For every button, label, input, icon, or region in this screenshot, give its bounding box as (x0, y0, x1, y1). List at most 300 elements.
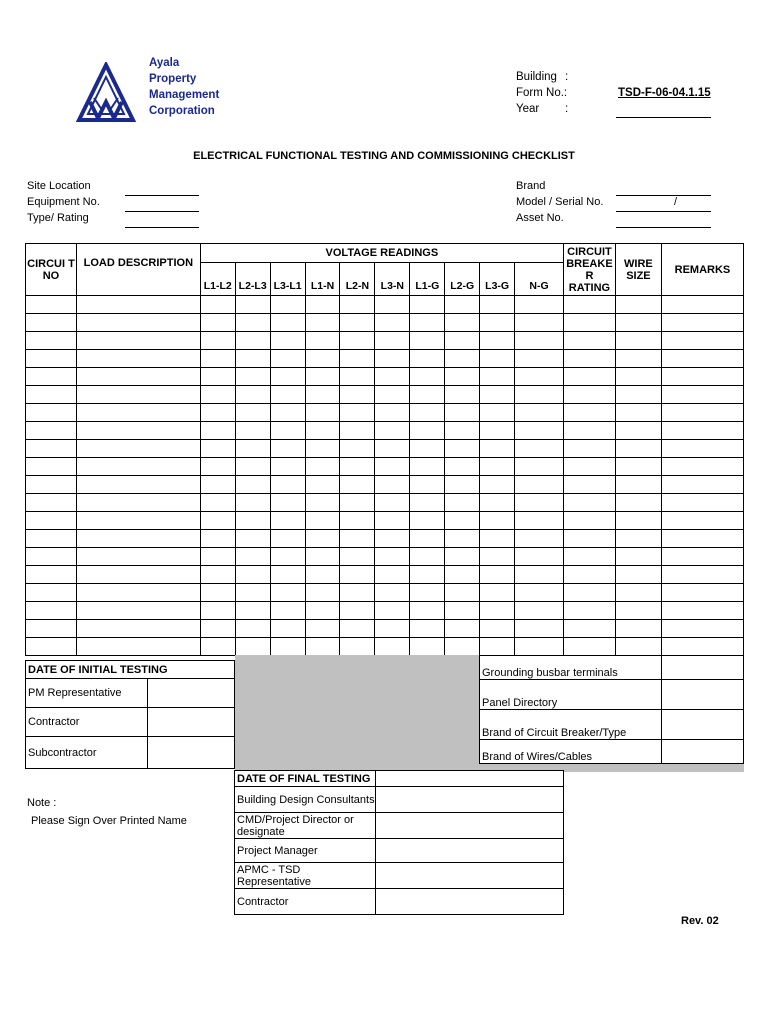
table-cell[interactable] (235, 404, 270, 422)
table-cell[interactable] (661, 458, 743, 476)
table-cell[interactable] (515, 476, 564, 494)
table-cell[interactable] (26, 602, 77, 620)
table-cell[interactable] (445, 314, 480, 332)
table-cell[interactable] (445, 638, 480, 656)
table-cell[interactable] (563, 548, 615, 566)
table-cell[interactable] (340, 638, 375, 656)
table-cell[interactable] (445, 530, 480, 548)
table-cell[interactable] (410, 404, 445, 422)
table-cell[interactable] (305, 494, 340, 512)
table-cell[interactable] (515, 620, 564, 638)
table-cell[interactable] (26, 314, 77, 332)
table-cell[interactable] (515, 548, 564, 566)
table-cell[interactable] (26, 332, 77, 350)
table-cell[interactable] (410, 638, 445, 656)
table-cell[interactable] (76, 368, 200, 386)
table-cell[interactable] (200, 368, 235, 386)
table-cell[interactable] (445, 602, 480, 620)
table-cell[interactable] (615, 620, 661, 638)
table-cell[interactable] (480, 458, 515, 476)
table-cell[interactable] (375, 602, 410, 620)
table-cell[interactable] (480, 620, 515, 638)
table-cell[interactable] (76, 386, 200, 404)
table-cell[interactable] (340, 440, 375, 458)
table-cell[interactable] (235, 350, 270, 368)
table-cell[interactable] (661, 620, 743, 638)
table-cell[interactable] (375, 440, 410, 458)
table-cell[interactable] (270, 368, 305, 386)
table-cell[interactable] (305, 422, 340, 440)
table-cell[interactable] (410, 350, 445, 368)
table-cell[interactable] (200, 404, 235, 422)
table-cell[interactable] (270, 494, 305, 512)
table-cell[interactable] (340, 458, 375, 476)
table-cell[interactable] (445, 620, 480, 638)
table-cell[interactable] (76, 332, 200, 350)
table-cell[interactable] (26, 386, 77, 404)
table-cell[interactable] (615, 440, 661, 458)
table-cell[interactable] (200, 314, 235, 332)
table-cell[interactable] (235, 386, 270, 404)
table-cell[interactable] (661, 530, 743, 548)
table-cell[interactable] (480, 440, 515, 458)
table-cell[interactable] (563, 566, 615, 584)
table-cell[interactable] (200, 296, 235, 314)
table-cell[interactable] (26, 368, 77, 386)
table-cell[interactable] (615, 530, 661, 548)
table-cell[interactable] (270, 440, 305, 458)
table-cell[interactable] (615, 602, 661, 620)
table-cell[interactable] (340, 476, 375, 494)
table-cell[interactable] (515, 422, 564, 440)
table-cell[interactable] (480, 296, 515, 314)
table-cell[interactable] (480, 602, 515, 620)
table-cell[interactable] (76, 314, 200, 332)
table-cell[interactable] (200, 458, 235, 476)
table-cell[interactable] (375, 458, 410, 476)
table-cell[interactable] (410, 296, 445, 314)
table-cell[interactable] (340, 350, 375, 368)
table-cell[interactable] (375, 368, 410, 386)
table-cell[interactable] (76, 584, 200, 602)
table-cell[interactable] (410, 314, 445, 332)
table-cell[interactable] (76, 548, 200, 566)
table-cell[interactable] (375, 512, 410, 530)
table-cell[interactable] (375, 494, 410, 512)
table-cell[interactable] (480, 350, 515, 368)
table-cell[interactable] (375, 584, 410, 602)
table-cell[interactable] (26, 512, 77, 530)
table-cell[interactable] (305, 386, 340, 404)
table-cell[interactable] (445, 350, 480, 368)
table-cell[interactable] (375, 530, 410, 548)
table-cell[interactable] (563, 404, 615, 422)
table-cell[interactable] (200, 422, 235, 440)
table-cell[interactable] (410, 494, 445, 512)
table-cell[interactable] (445, 494, 480, 512)
table-cell[interactable] (615, 476, 661, 494)
table-cell[interactable] (340, 314, 375, 332)
table-cell[interactable] (270, 314, 305, 332)
site-location-field[interactable] (125, 195, 199, 196)
table-cell[interactable] (235, 296, 270, 314)
table-cell[interactable] (563, 494, 615, 512)
table-cell[interactable] (615, 314, 661, 332)
table-cell[interactable] (410, 368, 445, 386)
table-cell[interactable] (445, 368, 480, 386)
table-cell[interactable] (410, 620, 445, 638)
table-cell[interactable] (515, 332, 564, 350)
table-cell[interactable] (563, 440, 615, 458)
table-cell[interactable] (26, 350, 77, 368)
table-cell[interactable] (26, 620, 77, 638)
table-cell[interactable] (305, 332, 340, 350)
project-manager-signature[interactable] (375, 839, 563, 863)
table-cell[interactable] (480, 530, 515, 548)
table-cell[interactable] (615, 296, 661, 314)
table-cell[interactable] (340, 404, 375, 422)
table-cell[interactable] (200, 386, 235, 404)
table-cell[interactable] (515, 638, 564, 656)
table-cell[interactable] (661, 602, 743, 620)
table-cell[interactable] (661, 494, 743, 512)
table-cell[interactable] (410, 422, 445, 440)
table-cell[interactable] (480, 404, 515, 422)
table-cell[interactable] (375, 476, 410, 494)
table-cell[interactable] (340, 566, 375, 584)
table-cell[interactable] (563, 368, 615, 386)
type-rating-field[interactable] (125, 227, 199, 228)
table-cell[interactable] (235, 332, 270, 350)
table-cell[interactable] (26, 548, 77, 566)
table-cell[interactable] (375, 296, 410, 314)
table-cell[interactable] (661, 548, 743, 566)
table-cell[interactable] (270, 476, 305, 494)
table-cell[interactable] (615, 548, 661, 566)
table-cell[interactable] (270, 566, 305, 584)
table-cell[interactable] (445, 386, 480, 404)
table-cell[interactable] (615, 512, 661, 530)
table-cell[interactable] (515, 566, 564, 584)
table-cell[interactable] (410, 440, 445, 458)
table-cell[interactable] (305, 458, 340, 476)
table-cell[interactable] (615, 422, 661, 440)
table-cell[interactable] (515, 602, 564, 620)
table-cell[interactable] (270, 386, 305, 404)
table-cell[interactable] (563, 422, 615, 440)
table-cell[interactable] (615, 404, 661, 422)
table-cell[interactable] (200, 494, 235, 512)
table-cell[interactable] (340, 368, 375, 386)
table-cell[interactable] (235, 422, 270, 440)
table-cell[interactable] (76, 296, 200, 314)
table-cell[interactable] (305, 314, 340, 332)
table-cell[interactable] (563, 476, 615, 494)
table-cell[interactable] (563, 584, 615, 602)
table-cell[interactable] (445, 566, 480, 584)
final-testing-date[interactable] (375, 771, 563, 787)
table-cell[interactable] (235, 494, 270, 512)
table-cell[interactable] (26, 566, 77, 584)
table-cell[interactable] (235, 548, 270, 566)
table-cell[interactable] (563, 332, 615, 350)
table-cell[interactable] (26, 440, 77, 458)
table-cell[interactable] (661, 476, 743, 494)
table-cell[interactable] (76, 602, 200, 620)
breaker-brand-value[interactable] (662, 710, 744, 740)
subcontractor-signature[interactable] (147, 737, 234, 769)
table-cell[interactable] (615, 386, 661, 404)
table-cell[interactable] (270, 332, 305, 350)
table-cell[interactable] (26, 422, 77, 440)
table-cell[interactable] (26, 494, 77, 512)
table-cell[interactable] (340, 584, 375, 602)
table-cell[interactable] (375, 314, 410, 332)
table-cell[interactable] (515, 584, 564, 602)
table-cell[interactable] (26, 404, 77, 422)
table-cell[interactable] (515, 368, 564, 386)
table-cell[interactable] (235, 584, 270, 602)
table-cell[interactable] (515, 296, 564, 314)
table-cell[interactable] (445, 512, 480, 530)
table-cell[interactable] (615, 584, 661, 602)
contractor-signature[interactable] (147, 708, 234, 737)
table-cell[interactable] (445, 404, 480, 422)
table-cell[interactable] (270, 530, 305, 548)
pm-representative-signature[interactable] (147, 679, 234, 708)
table-cell[interactable] (375, 422, 410, 440)
table-cell[interactable] (200, 638, 235, 656)
table-cell[interactable] (340, 422, 375, 440)
table-cell[interactable] (661, 404, 743, 422)
table-cell[interactable] (661, 584, 743, 602)
grounding-busbar-value[interactable] (662, 656, 744, 680)
table-cell[interactable] (615, 350, 661, 368)
table-cell[interactable] (235, 530, 270, 548)
table-cell[interactable] (235, 620, 270, 638)
table-cell[interactable] (615, 458, 661, 476)
table-cell[interactable] (445, 584, 480, 602)
table-cell[interactable] (410, 602, 445, 620)
table-cell[interactable] (661, 296, 743, 314)
table-cell[interactable] (76, 494, 200, 512)
table-cell[interactable] (445, 332, 480, 350)
table-cell[interactable] (26, 530, 77, 548)
table-cell[interactable] (76, 440, 200, 458)
model-serial-field[interactable] (616, 211, 711, 212)
table-cell[interactable] (270, 602, 305, 620)
table-cell[interactable] (410, 566, 445, 584)
table-cell[interactable] (375, 638, 410, 656)
table-cell[interactable] (445, 458, 480, 476)
table-cell[interactable] (410, 530, 445, 548)
table-cell[interactable] (480, 368, 515, 386)
table-cell[interactable] (305, 620, 340, 638)
table-cell[interactable] (375, 332, 410, 350)
table-cell[interactable] (515, 458, 564, 476)
table-cell[interactable] (480, 566, 515, 584)
project-director-signature[interactable] (375, 813, 563, 839)
table-cell[interactable] (305, 512, 340, 530)
table-cell[interactable] (615, 368, 661, 386)
table-cell[interactable] (305, 548, 340, 566)
table-cell[interactable] (200, 332, 235, 350)
table-cell[interactable] (563, 386, 615, 404)
table-cell[interactable] (515, 386, 564, 404)
table-cell[interactable] (235, 512, 270, 530)
table-cell[interactable] (661, 638, 743, 656)
table-cell[interactable] (305, 584, 340, 602)
table-cell[interactable] (563, 314, 615, 332)
design-consultants-signature[interactable] (375, 787, 563, 813)
table-cell[interactable] (270, 404, 305, 422)
table-cell[interactable] (200, 620, 235, 638)
table-cell[interactable] (26, 476, 77, 494)
table-cell[interactable] (515, 404, 564, 422)
table-cell[interactable] (270, 548, 305, 566)
table-cell[interactable] (270, 422, 305, 440)
table-cell[interactable] (480, 476, 515, 494)
table-cell[interactable] (305, 296, 340, 314)
table-cell[interactable] (270, 620, 305, 638)
table-cell[interactable] (445, 296, 480, 314)
table-cell[interactable] (76, 512, 200, 530)
equipment-no-field[interactable] (125, 211, 199, 212)
table-cell[interactable] (340, 602, 375, 620)
table-cell[interactable] (661, 422, 743, 440)
table-cell[interactable] (661, 368, 743, 386)
table-cell[interactable] (515, 494, 564, 512)
table-cell[interactable] (200, 476, 235, 494)
table-cell[interactable] (445, 476, 480, 494)
table-cell[interactable] (270, 296, 305, 314)
table-cell[interactable] (26, 638, 77, 656)
table-cell[interactable] (340, 512, 375, 530)
table-cell[interactable] (661, 350, 743, 368)
table-cell[interactable] (235, 368, 270, 386)
table-cell[interactable] (563, 458, 615, 476)
table-cell[interactable] (563, 350, 615, 368)
table-cell[interactable] (270, 458, 305, 476)
table-cell[interactable] (76, 566, 200, 584)
table-cell[interactable] (305, 440, 340, 458)
table-cell[interactable] (76, 476, 200, 494)
table-cell[interactable] (480, 386, 515, 404)
table-cell[interactable] (480, 494, 515, 512)
table-cell[interactable] (235, 638, 270, 656)
table-cell[interactable] (26, 584, 77, 602)
table-cell[interactable] (76, 638, 200, 656)
table-cell[interactable] (200, 440, 235, 458)
table-cell[interactable] (515, 512, 564, 530)
table-cell[interactable] (375, 566, 410, 584)
table-cell[interactable] (480, 512, 515, 530)
wires-brand-value[interactable] (662, 740, 744, 764)
table-cell[interactable] (340, 530, 375, 548)
table-cell[interactable] (200, 512, 235, 530)
table-cell[interactable] (305, 368, 340, 386)
table-cell[interactable] (305, 404, 340, 422)
table-cell[interactable] (563, 512, 615, 530)
table-cell[interactable] (76, 530, 200, 548)
table-cell[interactable] (410, 458, 445, 476)
table-cell[interactable] (515, 314, 564, 332)
table-cell[interactable] (661, 332, 743, 350)
table-cell[interactable] (615, 566, 661, 584)
table-cell[interactable] (76, 422, 200, 440)
table-cell[interactable] (235, 314, 270, 332)
table-cell[interactable] (410, 476, 445, 494)
table-cell[interactable] (563, 602, 615, 620)
table-cell[interactable] (375, 350, 410, 368)
table-cell[interactable] (76, 404, 200, 422)
table-cell[interactable] (340, 386, 375, 404)
table-cell[interactable] (410, 332, 445, 350)
table-cell[interactable] (270, 638, 305, 656)
table-cell[interactable] (563, 638, 615, 656)
table-cell[interactable] (563, 296, 615, 314)
table-cell[interactable] (340, 296, 375, 314)
table-cell[interactable] (305, 530, 340, 548)
table-cell[interactable] (235, 602, 270, 620)
table-cell[interactable] (76, 620, 200, 638)
table-cell[interactable] (200, 350, 235, 368)
table-cell[interactable] (375, 386, 410, 404)
table-cell[interactable] (235, 440, 270, 458)
table-cell[interactable] (270, 512, 305, 530)
table-cell[interactable] (661, 512, 743, 530)
apmc-tsd-signature[interactable] (375, 863, 563, 889)
table-cell[interactable] (340, 494, 375, 512)
table-cell[interactable] (480, 584, 515, 602)
table-cell[interactable] (270, 584, 305, 602)
table-cell[interactable] (661, 566, 743, 584)
table-cell[interactable] (340, 332, 375, 350)
table-cell[interactable] (563, 530, 615, 548)
table-cell[interactable] (563, 620, 615, 638)
table-cell[interactable] (340, 548, 375, 566)
table-cell[interactable] (235, 566, 270, 584)
table-cell[interactable] (615, 638, 661, 656)
table-cell[interactable] (410, 548, 445, 566)
table-cell[interactable] (615, 332, 661, 350)
table-cell[interactable] (340, 620, 375, 638)
table-cell[interactable] (200, 602, 235, 620)
table-cell[interactable] (445, 548, 480, 566)
table-cell[interactable] (480, 548, 515, 566)
table-cell[interactable] (445, 440, 480, 458)
table-cell[interactable] (480, 638, 515, 656)
table-cell[interactable] (305, 602, 340, 620)
table-cell[interactable] (200, 548, 235, 566)
table-cell[interactable] (445, 422, 480, 440)
table-cell[interactable] (305, 566, 340, 584)
table-cell[interactable] (235, 458, 270, 476)
table-cell[interactable] (661, 314, 743, 332)
table-cell[interactable] (515, 530, 564, 548)
table-cell[interactable] (270, 350, 305, 368)
final-contractor-signature[interactable] (375, 889, 563, 915)
table-cell[interactable] (410, 512, 445, 530)
table-cell[interactable] (661, 386, 743, 404)
table-cell[interactable] (480, 332, 515, 350)
table-cell[interactable] (200, 584, 235, 602)
table-cell[interactable] (480, 314, 515, 332)
table-cell[interactable] (305, 638, 340, 656)
table-cell[interactable] (480, 422, 515, 440)
table-cell[interactable] (375, 404, 410, 422)
table-cell[interactable] (76, 350, 200, 368)
